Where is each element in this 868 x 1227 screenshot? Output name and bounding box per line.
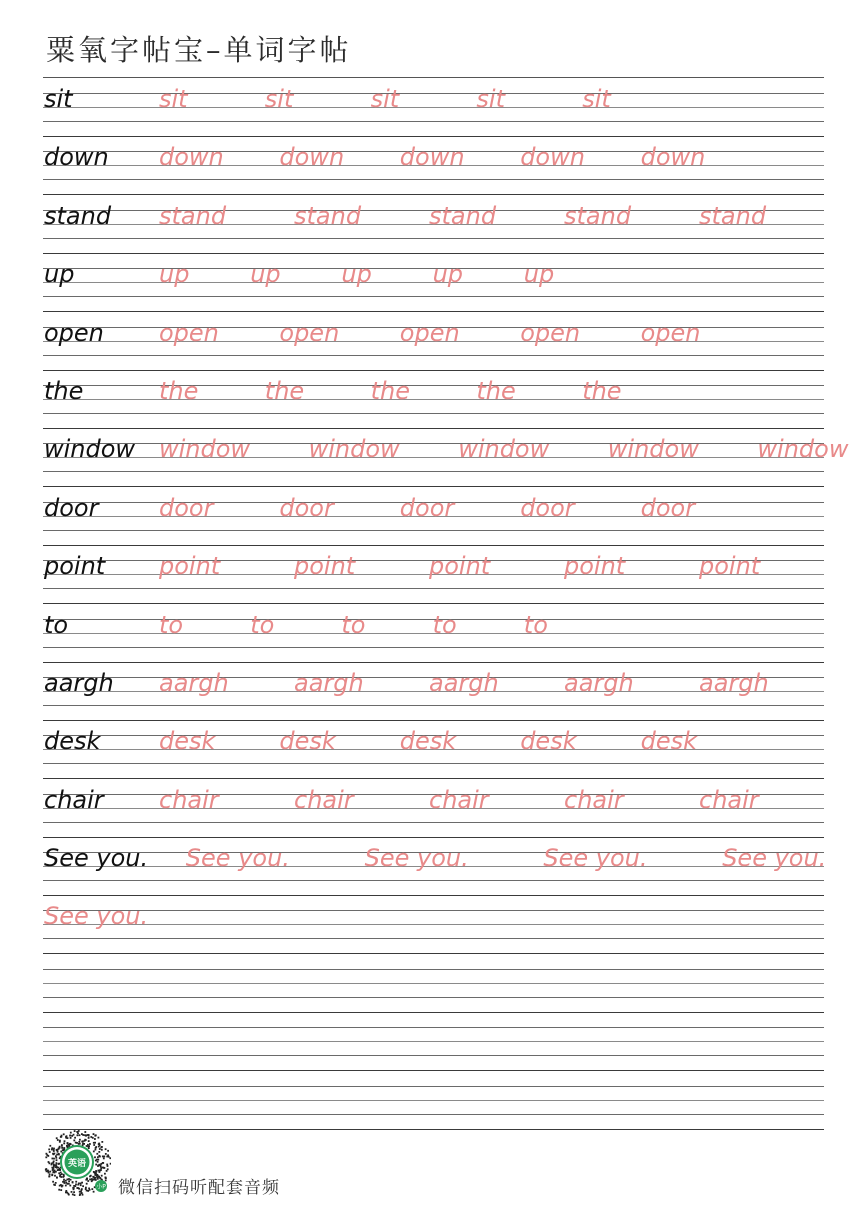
page-title: 粟氧字帖宝–单词字帖: [46, 33, 352, 67]
writing-row: [43, 605, 824, 663]
trace-word: sit: [159, 85, 188, 113]
trace-word: sit: [476, 85, 505, 113]
guide-line: [43, 969, 824, 970]
trace-word: the: [476, 376, 516, 405]
trace-word: chair: [159, 785, 219, 814]
guide-line: [43, 530, 824, 531]
writing-row: [43, 721, 824, 779]
writing-row: [43, 254, 824, 312]
guide-line: [43, 763, 824, 764]
trace-word: open: [279, 318, 340, 347]
guide-line: [43, 983, 824, 984]
guide-line: [43, 471, 824, 472]
guide-line: [43, 1100, 824, 1101]
qr-code-icon: [43, 1128, 111, 1196]
trace-word: to: [341, 610, 366, 639]
writing-row: [43, 896, 824, 954]
model-word: window: [44, 435, 136, 464]
top-rule: [43, 77, 824, 78]
trace-word: stand: [294, 201, 362, 230]
model-word: See you.: [44, 844, 149, 873]
trace-word: the: [264, 376, 305, 405]
qr-badge-label: 英语: [67, 1159, 87, 1169]
trace-word: See you.: [364, 844, 469, 873]
guide-line: [43, 1027, 824, 1028]
guide-line: [43, 179, 824, 180]
model-word: point: [44, 552, 106, 581]
trace-word: door: [520, 493, 575, 522]
trace-word: stand: [429, 201, 497, 230]
guide-line: [43, 924, 824, 925]
trace-word: stand: [564, 201, 632, 230]
trace-word: point: [294, 552, 356, 581]
trace-word: up: [250, 260, 281, 289]
trace-word: chair: [564, 785, 624, 814]
model-word: open: [44, 318, 104, 347]
guide-line: [43, 1055, 824, 1056]
trace-word: desk: [159, 727, 216, 756]
trace-word: door: [640, 493, 696, 522]
trace-word: sit: [582, 85, 611, 113]
practice-sheet: [43, 79, 849, 1130]
trace-word: window: [308, 435, 400, 464]
trace-word: desk: [520, 727, 577, 756]
trace-word: See you.: [185, 844, 290, 873]
trace-word: desk: [399, 727, 457, 756]
trace-word: open: [520, 318, 581, 347]
trace-word: the: [370, 376, 410, 405]
trace-word: down: [399, 143, 465, 172]
trace-word: aargh: [564, 668, 634, 697]
writing-row: [43, 1013, 824, 1071]
guide-line: [43, 238, 824, 239]
trace-word: to: [523, 610, 548, 639]
guide-line: [43, 647, 824, 648]
model-word: stand: [44, 201, 112, 230]
writing-row: [43, 838, 827, 896]
model-word: chair: [44, 785, 104, 814]
writing-row: [43, 488, 824, 546]
trace-word: See you.: [722, 844, 827, 873]
trace-word: window: [757, 435, 849, 464]
trace-word: See you.: [543, 844, 648, 873]
guide-line: [43, 705, 824, 706]
trace-word: up: [341, 260, 372, 289]
trace-word: up: [159, 260, 190, 289]
trace-word: window: [458, 435, 550, 464]
trace-word: up: [523, 260, 555, 289]
guide-line: [43, 355, 824, 356]
writing-row: [43, 1072, 824, 1130]
footer-instruction: 微信扫码听配套音频: [118, 1178, 280, 1198]
writing-row: [43, 955, 824, 1013]
trace-word: open: [640, 318, 701, 347]
qr-corner-label: 小P: [96, 1183, 106, 1191]
writing-row: [43, 663, 824, 721]
guide-line: [43, 1041, 824, 1042]
trace-word: open: [399, 318, 460, 347]
guide-line: [43, 121, 824, 122]
writing-row: [43, 780, 824, 838]
guide-line: [43, 296, 824, 297]
trace-word: stand: [699, 201, 767, 230]
trace-word: to: [250, 610, 275, 639]
trace-word: door: [279, 493, 334, 522]
guide-line: [43, 1129, 824, 1130]
model-word: aargh: [44, 668, 114, 697]
writing-row: [43, 429, 849, 487]
trace-word: to: [159, 610, 184, 639]
writing-row: [43, 546, 824, 604]
writing-row: [43, 371, 824, 429]
writing-row: [43, 313, 824, 371]
trace-word: down: [159, 143, 224, 172]
guide-line: [43, 880, 824, 881]
trace-word: down: [640, 143, 706, 172]
trace-word: to: [432, 610, 457, 639]
guide-line: [43, 588, 824, 589]
trace-word: up: [432, 260, 464, 289]
trace-word: sit: [370, 85, 400, 113]
writing-row: [43, 79, 824, 137]
trace-word: chair: [699, 785, 759, 814]
trace-word: point: [159, 552, 221, 581]
trace-word: aargh: [159, 668, 229, 697]
trace-word: aargh: [429, 668, 499, 697]
model-word: the: [44, 376, 84, 405]
guide-line: [43, 1114, 824, 1115]
trace-word: point: [564, 552, 626, 581]
trace-word: stand: [159, 201, 227, 230]
trace-word: down: [520, 143, 585, 172]
model-word: sit: [44, 85, 73, 113]
guide-line: [43, 413, 824, 414]
trace-word: the: [582, 376, 622, 405]
trace-word: sit: [264, 85, 294, 113]
trace-word: desk: [640, 727, 697, 756]
model-word: door: [44, 493, 99, 522]
trace-word: door: [159, 493, 214, 522]
writing-row: [43, 196, 824, 254]
trace-word: the: [159, 376, 199, 405]
trace-word: door: [399, 493, 455, 522]
guide-line: [43, 822, 824, 823]
trace-word: aargh: [294, 668, 364, 697]
model-word: up: [44, 260, 75, 289]
trace-word: chair: [429, 785, 489, 814]
guide-line: [43, 997, 824, 998]
model-word: desk: [44, 727, 101, 756]
trace-word: aargh: [699, 668, 769, 697]
trace-word: See you.: [44, 902, 149, 931]
trace-word: chair: [294, 785, 354, 814]
model-word: down: [44, 143, 109, 172]
guide-line: [43, 910, 824, 911]
model-word: to: [44, 610, 69, 639]
guide-line: [43, 1086, 824, 1087]
trace-word: window: [159, 435, 251, 464]
trace-word: down: [279, 143, 345, 172]
trace-word: point: [699, 552, 761, 581]
trace-word: point: [429, 552, 491, 581]
guide-line: [43, 938, 824, 939]
trace-word: window: [607, 435, 699, 464]
trace-word: desk: [279, 727, 336, 756]
writing-row: [43, 137, 824, 195]
trace-word: open: [159, 318, 219, 347]
